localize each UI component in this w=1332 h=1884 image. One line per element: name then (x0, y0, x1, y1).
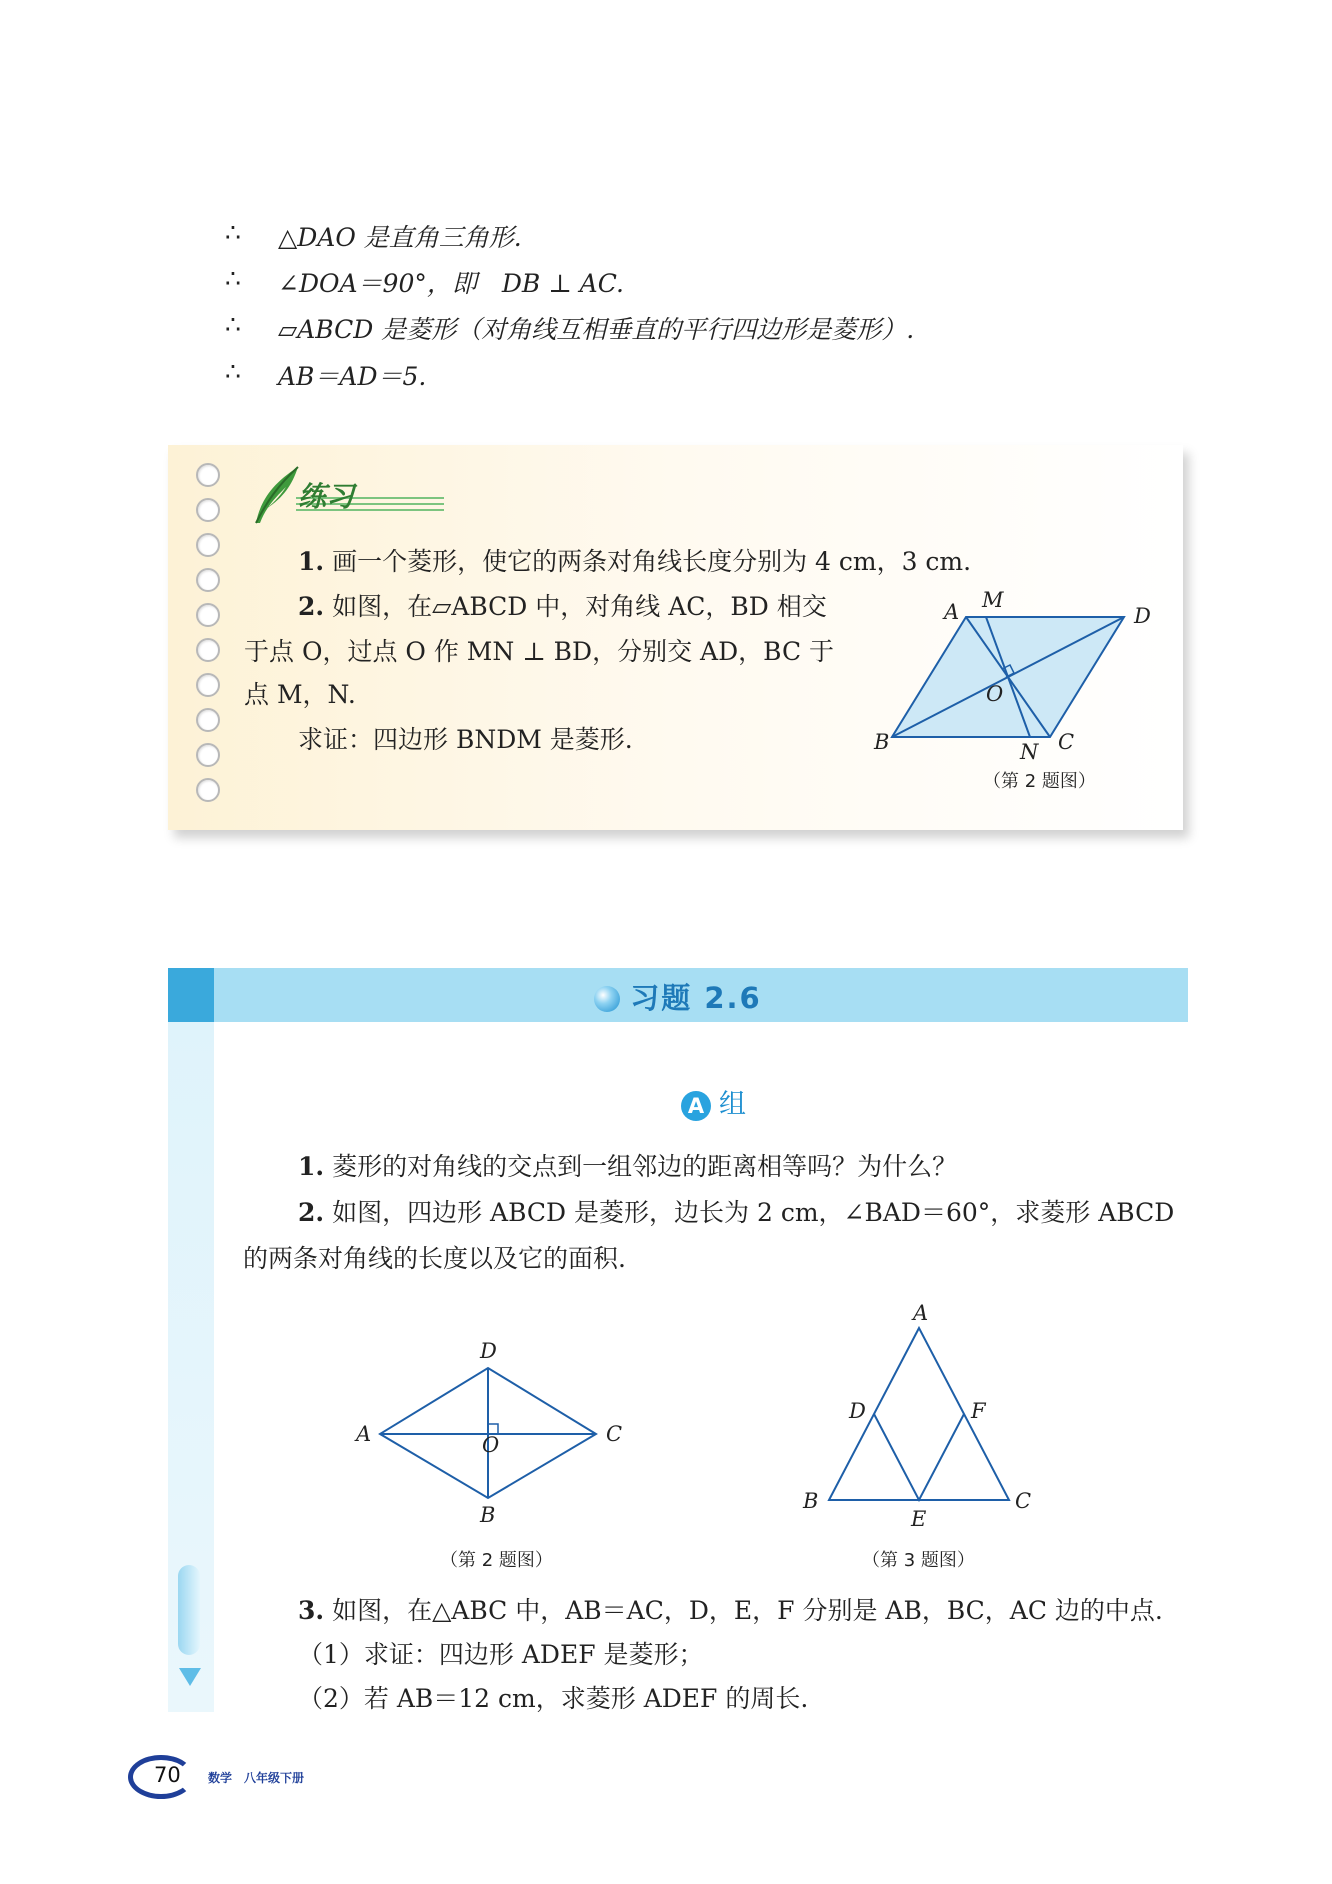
practice-q1 (298, 545, 971, 579)
rhombus-figure (350, 1330, 630, 1530)
exercise-q3 (298, 1594, 1163, 1628)
label-c: C (1058, 730, 1075, 754)
exercise-q3-part2: （2）若 AB＝12 cm，求菱形 ADEF 的周长. (298, 1684, 809, 1713)
label-e: E (911, 1507, 927, 1531)
midpoint-segments (874, 1414, 964, 1500)
therefore-symbol: ∴ (225, 264, 241, 293)
exercise-q2-line2: 的两条对角线的长度以及它的面积. (243, 1244, 626, 1273)
group-text: 组 (719, 1089, 746, 1120)
question-text: 如图，在△ABC 中，AB＝AC，D，E，F 分别是 AB，BC，AC 边的中点. (332, 1596, 1163, 1625)
triangle-figure (795, 1300, 1055, 1540)
label-c: C (1015, 1489, 1032, 1513)
exercise-header (168, 968, 1188, 1022)
label-m: M (982, 588, 1004, 612)
question-number: 1. (298, 1152, 325, 1181)
practice-q2-line1 (298, 590, 827, 624)
feather-icon (246, 463, 306, 527)
question-number: 1. (298, 547, 325, 576)
fig3-caption: （第 3 题图） (862, 1550, 975, 1571)
ring-icon (196, 638, 220, 662)
practice-q2-line2: 于点 O，过点 O 作 MN ⊥ BD，分别交 AD，BC 于 (244, 637, 835, 666)
label-a: A (913, 1301, 929, 1325)
label-a: A (356, 1422, 372, 1446)
ring-icon (196, 708, 220, 732)
question-number: 3. (298, 1596, 325, 1625)
exercise-title: 习题 2.6 (630, 981, 762, 1015)
proof-line-3: ▱ABCD 是菱形（对角线互相垂直的平行四边形是菱形）. (278, 315, 915, 344)
page-footer (128, 1755, 328, 1805)
label-b: B (480, 1503, 496, 1527)
label-d: D (849, 1399, 866, 1423)
proof-line-1: △DAO 是直角三角形. (278, 223, 522, 252)
practice-title: 练习 (298, 480, 355, 513)
book-title: 数学 八年级下册 (208, 1771, 305, 1785)
label-a: A (944, 600, 960, 624)
globe-icon (594, 986, 620, 1012)
practice-figure-caption: （第 2 题图） (983, 771, 1096, 792)
label-d: D (480, 1339, 497, 1363)
label-d: D (1134, 604, 1151, 628)
down-arrow-icon (179, 1668, 201, 1686)
side-pill-decoration (178, 1565, 200, 1655)
proof-line-4: AB＝AD＝5. (278, 362, 427, 391)
practice-box (168, 445, 1183, 830)
label-f: F (971, 1399, 986, 1423)
therefore-symbol: ∴ (225, 357, 241, 386)
question-text: 菱形的对角线的交点到一组邻边的距离相等吗？为什么？ (332, 1152, 958, 1181)
therefore-symbol: ∴ (225, 310, 241, 339)
exercise-title-wrap (168, 976, 1188, 1017)
group-badge: A (681, 1091, 711, 1121)
ring-icon (196, 498, 220, 522)
question-text: 如图，在▱ABCD 中，对角线 AC，BD 相交 (332, 592, 827, 621)
group-label (681, 1082, 746, 1121)
therefore-symbol: ∴ (225, 218, 241, 247)
ring-icon (196, 533, 220, 557)
practice-q2-line3: 点 M，N. (244, 680, 356, 709)
exercise-q2-line1 (298, 1196, 1174, 1230)
exercise-q1 (298, 1150, 957, 1184)
label-o: O (986, 682, 1004, 706)
binder-rings (196, 463, 222, 813)
fig2-caption: （第 2 题图） (440, 1550, 553, 1571)
practice-q2-line4: 求证：四边形 BNDM 是菱形. (298, 725, 633, 754)
ring-icon (196, 778, 220, 802)
ring-icon (196, 603, 220, 627)
label-n: N (1020, 740, 1039, 764)
proof-line-2: ∠DOA＝90°，即 DB ⊥ AC. (278, 269, 624, 298)
ring-icon (196, 673, 220, 697)
label-b: B (803, 1489, 819, 1513)
label-c: C (606, 1422, 623, 1446)
ring-icon (196, 743, 220, 767)
label-o: O (482, 1433, 500, 1457)
ring-icon (196, 463, 220, 487)
question-number: 2. (298, 592, 325, 621)
ring-icon (196, 568, 220, 592)
label-b: B (874, 730, 890, 754)
page-number: 70 (154, 1763, 181, 1787)
question-text: 如图，四边形 ABCD 是菱形，边长为 2 cm，∠BAD＝60°，求菱形 ABCD (332, 1198, 1175, 1227)
question-number: 2. (298, 1198, 325, 1227)
practice-figure (874, 585, 1151, 764)
exercise-q3-part1: （1）求证：四边形 ADEF 是菱形； (298, 1640, 704, 1669)
question-text: 画一个菱形，使它的两条对角线长度分别为 4 cm，3 cm. (332, 547, 972, 576)
